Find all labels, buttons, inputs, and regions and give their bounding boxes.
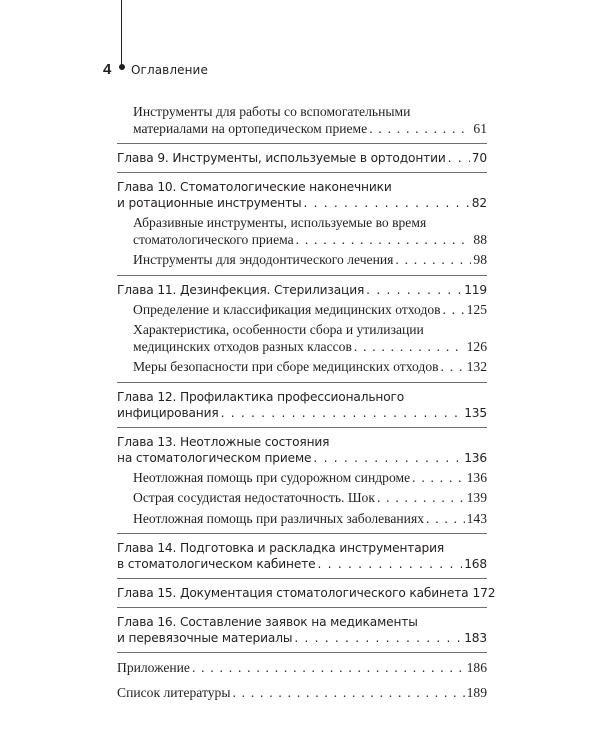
toc-page-number: 136 xyxy=(466,469,487,485)
toc-divider xyxy=(117,607,487,608)
toc-entry-title-line: Глава 11. Дезинфекция. Стерилизация xyxy=(117,282,365,297)
toc-entry-title-line: Меры безопасности при сборе медицинских отходов xyxy=(133,359,439,374)
toc-entry-title-line: на стоматологическом приеме xyxy=(117,450,312,465)
toc-page-number: 126 xyxy=(466,338,487,354)
toc-entry-title-line: Приложение xyxy=(117,660,190,675)
toc-chapter[interactable] xyxy=(117,179,487,211)
toc-divider xyxy=(117,533,487,534)
toc-entry-title-line: Глава 10. Стоматологические наконечники xyxy=(117,180,392,194)
dot-leader xyxy=(366,282,462,298)
toc-page-number: 186 xyxy=(466,660,487,675)
toc-divider xyxy=(117,143,487,144)
toc-page-number: 70 xyxy=(471,151,487,165)
toc-entry-title-line: медицинских отходов разных классов xyxy=(133,338,352,354)
toc-entry-title-line: Определение и классификация медицинских отходов xyxy=(133,301,441,317)
header-rule-dot xyxy=(119,64,125,70)
dot-leader xyxy=(443,302,465,319)
toc-entry-title-line: Глава 16. Составление заявок на медикаменты xyxy=(117,615,418,629)
toc-divider xyxy=(117,652,487,653)
dot-leader xyxy=(221,405,463,421)
toc-entry-title-line: Глава 14. Подготовка и раскладка инструментария xyxy=(117,541,445,555)
toc-entry[interactable] xyxy=(117,511,487,528)
toc-page-number: 98 xyxy=(473,252,487,267)
toc-chapter[interactable] xyxy=(117,540,487,572)
toc-page-number: 136 xyxy=(464,450,487,465)
dot-leader xyxy=(296,232,472,249)
dot-leader xyxy=(448,150,470,166)
toc-entry-title-line: материалами на ортопедическом приеме xyxy=(133,120,368,136)
toc-entry-title-line: Инструменты для работы со вспомогательными xyxy=(133,104,411,119)
toc-divider xyxy=(117,382,487,383)
dot-leader xyxy=(294,630,462,646)
toc-entry[interactable] xyxy=(117,302,487,319)
dot-leader xyxy=(313,450,462,466)
toc-entry[interactable] xyxy=(117,490,487,507)
toc-page-number: 168 xyxy=(464,557,487,571)
toc-chapter[interactable] xyxy=(117,585,496,601)
toc-chapter[interactable] xyxy=(117,614,487,646)
table-of-contents xyxy=(117,104,496,701)
toc-entry-title-line: стоматологического приема xyxy=(133,231,294,247)
toc-page-number: 88 xyxy=(473,231,487,247)
toc-chapter[interactable] xyxy=(117,282,487,298)
toc-page-number: 132 xyxy=(466,359,487,374)
toc-entry-title-line: инфицирования xyxy=(117,405,219,420)
toc-divider xyxy=(117,578,487,579)
toc-entry-title-line: Глава 12. Профилактика профессионального xyxy=(117,389,405,404)
dot-leader xyxy=(426,511,465,528)
toc-page-number: 61 xyxy=(473,120,487,136)
header-vertical-rule xyxy=(121,0,122,66)
toc-page-number: 135 xyxy=(464,405,487,420)
dot-leader xyxy=(441,359,465,376)
toc-page-number: 183 xyxy=(464,631,487,645)
toc-entry-appendix[interactable] xyxy=(117,659,487,676)
toc-divider xyxy=(117,275,487,276)
toc-page-number: 143 xyxy=(466,510,487,526)
toc-entry-title-line: и ротационные инструменты xyxy=(117,196,302,210)
toc-chapter[interactable] xyxy=(117,150,487,166)
toc-entry-title-line: Глава 9. Инструменты, используемые в ортодонтии xyxy=(117,151,446,165)
toc-entry-title-line: Острая сосудистая недостаточность. Шок xyxy=(133,490,375,505)
toc-entry-title-line: Глава 15. Документация стоматологического кабинета xyxy=(117,586,469,600)
dot-leader xyxy=(369,121,471,138)
toc-entry-title-line: Список литературы xyxy=(117,685,231,700)
toc-divider xyxy=(117,427,487,428)
toc-divider xyxy=(117,172,487,173)
toc-entry[interactable] xyxy=(117,104,487,137)
toc-entry-title-line: Инструменты для эндодонтического лечения xyxy=(133,252,394,267)
dot-leader xyxy=(192,659,465,676)
running-title: Оглавление xyxy=(131,63,208,77)
dot-leader xyxy=(377,490,465,507)
dot-leader xyxy=(232,684,464,701)
dot-leader xyxy=(354,339,465,356)
toc-page-number: 139 xyxy=(466,490,487,505)
toc-entry-title-line: и перевязочные материалы xyxy=(117,631,293,645)
toc-page-number: 172 xyxy=(472,586,496,600)
dot-leader xyxy=(303,195,469,211)
toc-entry[interactable] xyxy=(117,215,487,248)
toc-chapter[interactable] xyxy=(117,434,487,466)
toc-entry-title-line: Неотложная помощь при различных заболеваниях xyxy=(133,510,425,526)
toc-entry-title-line: Абразивные инструменты, используемые во время xyxy=(133,215,427,230)
toc-entry-title-line: Неотложная помощь при судорожном синдроме xyxy=(133,469,411,485)
toc-entry[interactable] xyxy=(117,359,487,376)
toc-entry-references[interactable] xyxy=(117,684,487,701)
dot-leader xyxy=(395,252,471,269)
toc-entry[interactable] xyxy=(117,322,487,355)
page-number: 4 xyxy=(103,61,112,78)
toc-entry[interactable] xyxy=(117,470,487,487)
toc-page-number: 82 xyxy=(471,196,487,210)
toc-entry[interactable] xyxy=(117,252,487,269)
toc-entry-title-line: Характеристика, особенности сбора и утилизации xyxy=(133,322,424,337)
toc-page-number: 119 xyxy=(464,282,487,297)
dot-leader xyxy=(318,556,463,572)
toc-entry-title-line: Глава 13. Неотложные состояния xyxy=(117,434,330,449)
toc-page-number: 189 xyxy=(466,685,487,700)
dot-leader xyxy=(412,470,464,487)
toc-page-number: 125 xyxy=(466,301,487,317)
toc-entry-title-line: в стоматологическом кабинете xyxy=(117,557,316,571)
toc-chapter[interactable] xyxy=(117,389,487,421)
